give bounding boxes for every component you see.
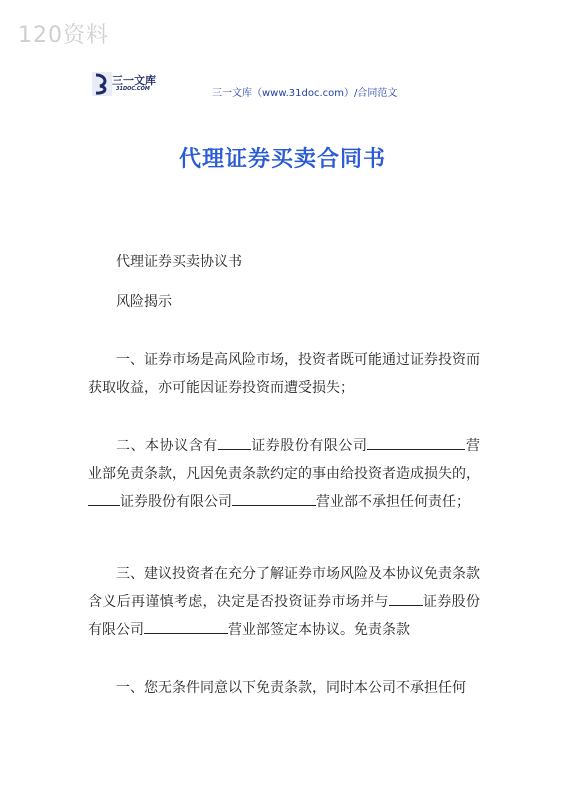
header-link[interactable]: 三一文库（www.31doc.com）/合同范文 [212,88,398,99]
risk-2-part-c: 营业部免责条款，凡因免责条款约定的事由给投资者造成损失的， [88,438,481,482]
site-logo [92,72,160,98]
paragraph-risk-1: 一、证券市场是高风险市场，投资者既可能通过证券投资而获取收益，亦可能因证券投资而遭受损失； [88,352,480,396]
logo-icon [92,72,112,96]
risk-2-part-a: 二、本协议含有 [116,438,218,454]
blank-field [218,434,251,450]
watermark: 120资料 [18,23,109,48]
blank-field [367,434,465,450]
blank-field [232,490,316,506]
risk-2-company-1: 证券股份有限公司 [250,438,368,454]
paragraph-risk-heading: 风险揭示 [116,294,172,310]
blank-field [144,618,228,634]
logo-name: 三一文库 [112,74,156,87]
paragraph-risk-2 [88,432,480,516]
risk-3-part-c: 营业部签定本协议。免责条款 [228,622,410,638]
risk-3-company: 证券股份有限公司 [88,594,480,638]
logo-domain: 31DOC.COM [116,86,150,92]
paragraph-disclaimer-1: 一、您无条件同意以下免责条款，同时本公司不承担任何 [116,680,466,696]
blank-field [389,590,423,606]
risk-2-part-e: 营业部不承担任何责任； [316,494,470,510]
paragraph-risk-3 [88,560,480,644]
document-title: 代理证券买卖合同书 [178,147,386,172]
risk-2-company-2: 证券股份有限公司 [120,494,232,510]
paragraph-agreement-title: 代理证券买卖协议书 [116,254,242,270]
blank-field [88,490,120,506]
risk-3-part-a: 三、建议投资者在充分了解证券市场风险及本协议免责条款含义后再谨慎考虑，决定是否投资证券市场并与 [88,566,480,610]
